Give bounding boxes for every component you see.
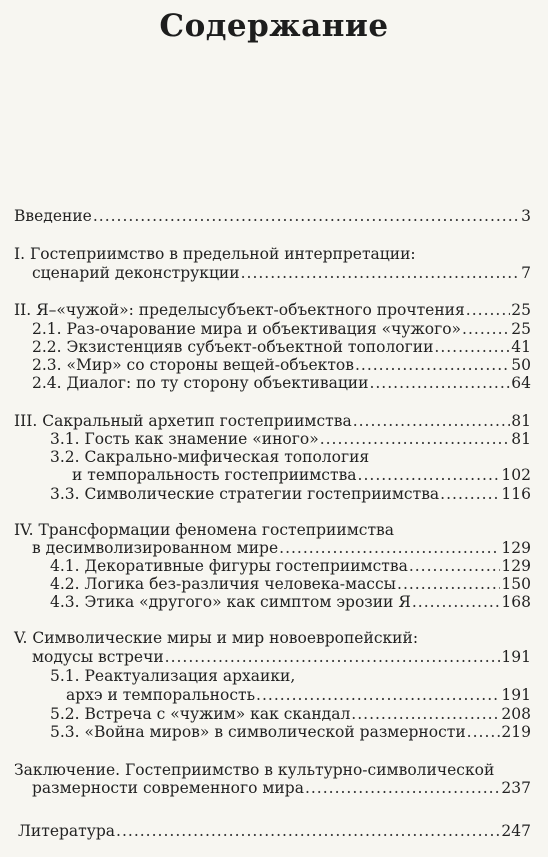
toc-page-number: 25 [511, 320, 531, 338]
toc-chapter-line: V. Символические миры и мир новоевропейский: [14, 629, 419, 647]
toc-entry-text: 2.1. Раз-очарование мира и объективация «чужого» [32, 320, 462, 338]
toc-entry-section-2-2[interactable] [32, 337, 531, 357]
toc-entry-text: модусы встречи [32, 648, 164, 666]
toc-entry-text: Литература [18, 822, 116, 840]
dot-leader [353, 411, 511, 431]
dot-leader [369, 373, 510, 393]
toc-entry-text: 4.2. Логика без-различия человека-массы [50, 575, 397, 593]
toc-entry-section-4-3[interactable] [50, 592, 531, 612]
toc-entry-section-5-1[interactable] [66, 685, 531, 705]
toc-entry-chapter-3[interactable] [14, 411, 531, 431]
toc-page-number: 41 [511, 338, 531, 356]
toc-section-line: 3.2. Сакрально-мифическая топология [50, 448, 370, 466]
dot-leader [279, 538, 500, 558]
toc-page-number: 191 [501, 686, 531, 704]
toc-page-number: 25 [511, 301, 531, 319]
toc-entry-text: архэ и темпоральность [66, 686, 256, 704]
dot-leader [116, 821, 500, 841]
toc-chapter-line: IV. Трансформации феномена гостеприимства [14, 521, 394, 539]
toc-entry-text: 4.3. Этика «другого» как симптом эрозии Я [50, 593, 411, 611]
toc-page-number: 208 [501, 705, 531, 723]
dot-leader [256, 685, 500, 705]
toc-chapter-line: Заключение. Гостеприимство в культурно-символической [14, 761, 495, 779]
toc-entry-text: 5.3. «Война миров» в символической размерности [50, 723, 466, 741]
toc-page-number: 81 [511, 412, 531, 430]
toc-page-number: 129 [501, 557, 531, 575]
toc-page-number: 191 [501, 648, 531, 666]
dot-leader [355, 355, 510, 375]
toc-page-number: 102 [501, 466, 531, 484]
toc-entry-text: 5.2. Встреча с «чужим» как скандал [50, 705, 351, 723]
toc-page-number: 7 [521, 264, 531, 282]
toc-page-number: 81 [511, 430, 531, 448]
toc-entry-text: 3.3. Символические стратегии гостеприимства [50, 485, 440, 503]
toc-entry-text: и темпоральность гостеприимства [72, 466, 357, 484]
dot-leader [93, 206, 520, 226]
dot-leader [241, 263, 521, 283]
toc-page-number: 64 [511, 374, 531, 392]
toc-page-number: 116 [501, 485, 531, 503]
toc-entry-section-2-4[interactable] [32, 373, 531, 393]
dot-leader [466, 300, 510, 320]
dot-leader [467, 722, 501, 742]
toc-entry-section-5-2[interactable] [50, 704, 531, 724]
dot-leader [434, 337, 510, 357]
toc-entry-text: размерности современного мира [32, 779, 304, 797]
toc-entry-section-2-1[interactable] [32, 319, 531, 339]
toc-entry-chapter-4[interactable] [32, 538, 531, 558]
toc-entry-literature[interactable] [18, 821, 531, 841]
toc-entry-section-3-2[interactable] [72, 465, 531, 485]
toc-entry-chapter-1[interactable] [32, 263, 531, 283]
dot-leader [305, 778, 500, 798]
toc-page-number: 150 [501, 575, 531, 593]
page-title: Содержание [159, 8, 389, 44]
toc-entry-section-4-2[interactable] [50, 574, 531, 594]
toc-entry-chapter-2[interactable] [14, 300, 531, 320]
toc-page-number: 50 [511, 356, 531, 374]
toc-entry-text: в десимволизированном мире [32, 539, 279, 557]
toc-entry-text: 2.4. Диалог: по ту сторону объективации [32, 374, 369, 392]
toc-entry-section-2-3[interactable] [32, 355, 531, 375]
toc-page-number: 219 [501, 723, 531, 741]
toc-entry-text: 2.2. Экзистенцияв субъект-объектной топологии [32, 338, 434, 356]
toc-section-line: 5.1. Реактуализация архаики, [50, 667, 296, 685]
toc-entry-section-3-1[interactable] [50, 429, 531, 449]
toc-entry-text: III. Сакральный архетип гостеприимства [14, 412, 352, 430]
toc-page-number: 168 [501, 593, 531, 611]
toc-entry-chapter-5[interactable] [32, 647, 531, 667]
toc-entry-text: сценарий деконструкции [32, 264, 240, 282]
toc-entry-text: 3.1. Гость как знамение «иного» [50, 430, 319, 448]
dot-leader [351, 704, 500, 724]
dot-leader [412, 592, 501, 612]
toc-entry-intro[interactable] [14, 206, 531, 226]
toc-entry-section-3-3[interactable] [50, 484, 531, 504]
dot-leader [320, 429, 511, 449]
toc-page-number: 129 [501, 539, 531, 557]
toc-chapter-line: I. Гостеприимство в предельной интерпретации: [14, 245, 416, 263]
toc-page-number: 237 [501, 779, 531, 797]
toc-entry-text: 2.3. «Мир» со стороны вещей-объектов [32, 356, 354, 374]
toc-entry-section-5-3[interactable] [50, 722, 531, 742]
toc-entry-conclusion[interactable] [32, 778, 531, 798]
dot-leader [462, 319, 510, 339]
toc-page-number: 247 [501, 822, 531, 840]
toc-page-number: 3 [521, 207, 531, 225]
dot-leader [397, 574, 500, 594]
toc-entry-text: II. Я–«чужой»: пределысубъект-объектного прочтения [14, 301, 465, 319]
dot-leader [440, 484, 500, 504]
toc-entry-text: Введение [14, 207, 92, 225]
dot-leader [165, 647, 501, 667]
dot-leader [409, 556, 501, 576]
toc-entry-text: 4.1. Декоративные фигуры гостеприимства [50, 557, 408, 575]
toc-entry-section-4-1[interactable] [50, 556, 531, 576]
dot-leader [358, 465, 501, 485]
